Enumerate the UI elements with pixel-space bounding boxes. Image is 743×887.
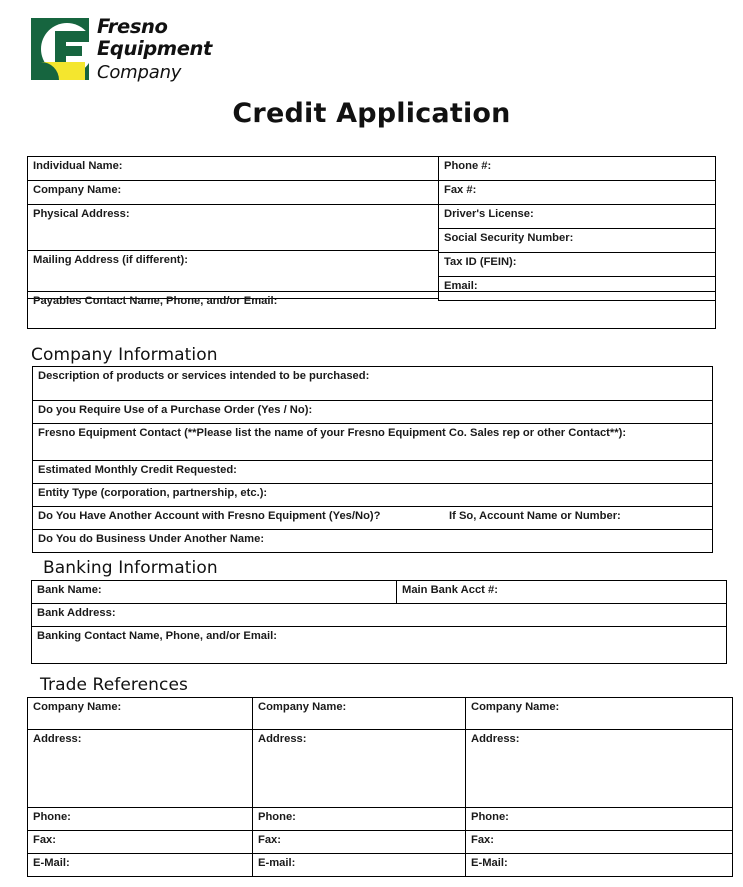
table-row — [33, 461, 713, 484]
table-row — [33, 484, 713, 507]
field-ref3-phone[interactable]: Phone: — [466, 808, 733, 831]
field-social-security-number[interactable]: Social Security Number: — [439, 229, 716, 253]
table-row — [28, 730, 733, 808]
table-row — [439, 205, 716, 229]
table-row — [28, 157, 439, 181]
field-individual-name[interactable]: Individual Name: — [28, 157, 439, 181]
table-row — [28, 698, 733, 730]
banking-information-table — [31, 580, 727, 664]
field-ref1-email[interactable]: E-Mail: — [28, 854, 253, 877]
payables-contact-table — [27, 291, 716, 329]
field-ref3-company-name[interactable]: Company Name: — [466, 698, 733, 730]
field-banking-contact[interactable]: Banking Contact Name, Phone, and/or Email: — [32, 627, 727, 664]
field-phone[interactable]: Phone #: — [439, 157, 716, 181]
table-row — [439, 229, 716, 253]
table-row — [33, 424, 713, 461]
section-heading-company-information: Company Information — [31, 345, 218, 365]
field-ref3-email[interactable]: E-Mail: — [466, 854, 733, 877]
field-bank-name[interactable]: Bank Name: — [32, 581, 397, 604]
logo-text-equipment: Equipment — [97, 37, 212, 60]
field-drivers-license[interactable]: Driver's License: — [439, 205, 716, 229]
field-tax-id[interactable]: Tax ID (FEIN): — [439, 253, 716, 277]
logo-mark-icon — [31, 18, 89, 80]
field-payables-contact[interactable]: Payables Contact Name, Phone, and/or Email: — [28, 292, 716, 329]
field-fresno-equipment-contact[interactable]: Fresno Equipment Contact (**Please list the name of your Fresno Equipment Co. Sales rep or other Contact**): — [33, 424, 713, 461]
table-row — [28, 292, 716, 329]
field-business-under-another-name[interactable]: Do You do Business Under Another Name: — [33, 530, 713, 553]
table-row — [32, 581, 727, 604]
table-row — [33, 507, 713, 530]
section-heading-banking-information: Banking Information — [43, 558, 218, 578]
logo-wordmark — [97, 16, 267, 84]
field-physical-address[interactable]: Physical Address: — [28, 205, 439, 251]
field-ref2-address[interactable]: Address: — [253, 730, 466, 808]
field-fax[interactable]: Fax #: — [439, 181, 716, 205]
table-row — [439, 181, 716, 205]
field-ref1-company-name[interactable]: Company Name: — [28, 698, 253, 730]
field-main-bank-acct[interactable]: Main Bank Acct #: — [397, 581, 727, 604]
table-row — [439, 157, 716, 181]
logo-text-fresno: Fresno — [97, 15, 168, 38]
company-logo — [31, 16, 261, 88]
table-row — [32, 627, 727, 664]
field-another-account-label: Do You Have Another Account with Fresno Equipment (Yes/No)? — [38, 510, 381, 522]
field-ref1-fax[interactable]: Fax: — [28, 831, 253, 854]
table-row — [439, 253, 716, 277]
field-ref2-fax[interactable]: Fax: — [253, 831, 466, 854]
table-row — [28, 181, 439, 205]
field-description-of-products[interactable]: Description of products or services intended to be purchased: — [33, 367, 713, 401]
field-ref1-phone[interactable]: Phone: — [28, 808, 253, 831]
table-row — [28, 831, 733, 854]
table-row — [28, 854, 733, 877]
field-ref2-company-name[interactable]: Company Name: — [253, 698, 466, 730]
applicant-right-table — [438, 156, 716, 301]
page-title: Credit Application — [232, 98, 511, 129]
field-entity-type[interactable]: Entity Type (corporation, partnership, etc.): — [33, 484, 713, 507]
field-account-name-or-number-label: If So, Account Name or Number: — [449, 510, 621, 522]
field-email[interactable]: Email: — [439, 277, 716, 301]
field-ref2-phone[interactable]: Phone: — [253, 808, 466, 831]
field-another-account[interactable] — [33, 507, 713, 530]
field-ref1-address[interactable]: Address: — [28, 730, 253, 808]
company-information-table — [32, 366, 713, 553]
table-row — [33, 367, 713, 401]
logo-f-top-bar — [55, 31, 89, 42]
section-heading-trade-references: Trade References — [40, 675, 189, 695]
field-ref2-email[interactable]: E-mail: — [253, 854, 466, 877]
logo-f-middle-bar — [55, 46, 82, 56]
table-row — [28, 808, 733, 831]
field-estimated-monthly-credit[interactable]: Estimated Monthly Credit Requested: — [33, 461, 713, 484]
table-row — [32, 604, 727, 627]
field-mailing-address[interactable]: Mailing Address (if different): — [28, 251, 439, 299]
table-row — [28, 205, 439, 251]
applicant-left-table — [27, 156, 439, 299]
table-row — [33, 530, 713, 553]
field-ref3-address[interactable]: Address: — [466, 730, 733, 808]
table-row — [33, 401, 713, 424]
logo-text-company: Company — [97, 62, 182, 83]
field-purchase-order-required[interactable]: Do you Require Use of a Purchase Order (Yes / No): — [33, 401, 713, 424]
trade-references-table — [27, 697, 733, 877]
field-company-name[interactable]: Company Name: — [28, 181, 439, 205]
field-ref3-fax[interactable]: Fax: — [466, 831, 733, 854]
field-bank-address[interactable]: Bank Address: — [32, 604, 727, 627]
